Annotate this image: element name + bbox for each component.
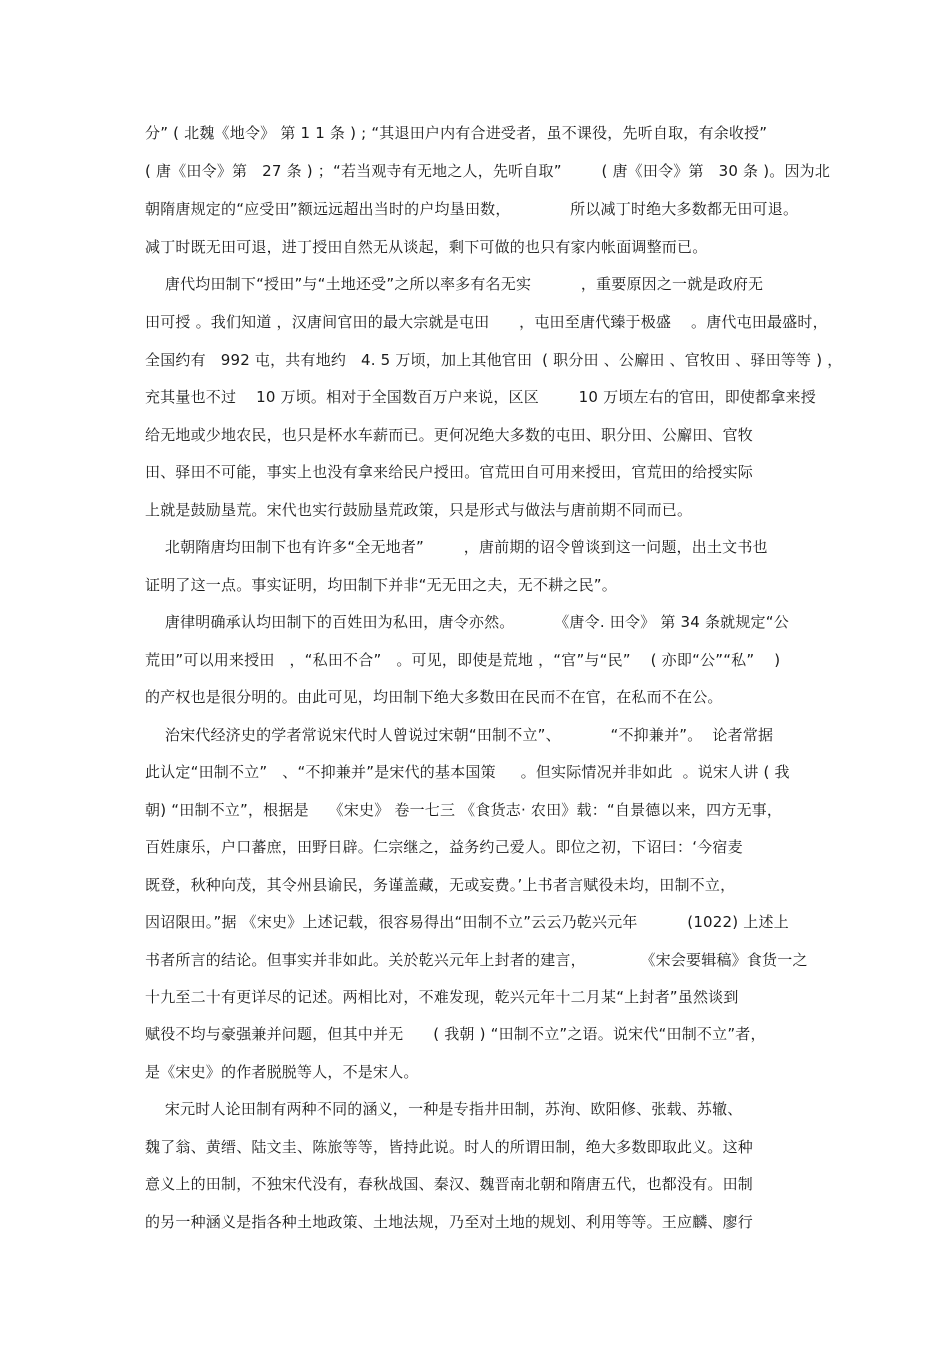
text-line: 分” ( 北魏《地令》 第 1 1 条 ) ; “其退田户内有合进受者，虽不课役，先听自取，有余收授” xyxy=(145,124,768,142)
text-line: 书者所言的结论。但事实并非如此。关於乾兴元年上封者的建言， 《宋会要辑稿》食货一之 xyxy=(145,951,808,969)
text-line: 朝隋唐规定的“应受田”额远远超出当时的户均垦田数， 所以减丁时绝大多数都无田可退。 xyxy=(145,200,799,218)
text-line: 因诏限田。”据 《宋史》上述记载，很容易得出“田制不立”云云乃乾兴元年 (1022) 上述上 xyxy=(145,913,789,931)
text-line: 证明了这一点。事实证明，均田制下并非“无无田之夫，无不耕之民”。 xyxy=(145,576,617,594)
text-line: 唐代均田制下“授田”与“土地还受”之所以率多有名无实 ，重要原因之一就是政府无 xyxy=(145,275,764,293)
text-line: 赋役不均与豪强兼并问题，但其中并无 ( 我朝 ) “田制不立”之语。说宋代“田制不立”者， xyxy=(145,1025,766,1043)
text-line: 意义上的田制，不独宋代没有，春秋战国、秦汉、魏晋南北朝和隋唐五代，也都没有。田制 xyxy=(145,1175,754,1193)
text-line: 田、驿田不可能，事实上也没有拿来给民户授田。官荒田自可用来授田，官荒田的给授实际 xyxy=(145,463,754,481)
text-line: 此认定“田制不立” 、“不抑兼并”是宋代的基本国策 。但实际情况并非如此 。说宋人讲 ( 我 xyxy=(145,763,790,781)
text-line: 减丁时既无田可退，进丁授田自然无从谈起，剩下可做的也只有家内帐面调整而已。 xyxy=(145,238,708,256)
text-line: 全国约有 992 屯，共有地约 4. 5 万顷，加上其他官田 ( 职分田 、公廨田 、官牧田 、驿田等等 ) ， xyxy=(145,351,843,369)
text-line: 田可授 。我们知道 ，汉唐间官田的最大宗就是屯田 ，屯田至唐代臻于极盛 。唐代屯田最盛时， xyxy=(145,313,828,331)
text-line: 充其量也不过 10 万顷。相对于全国数百万户来说，区区 10 万顷左右的官田，即使都拿来授 xyxy=(145,388,816,406)
text-line: 十九至二十有更详尽的记述。两相比对，不难发现，乾兴元年十二月某“上封者”虽然谈到 xyxy=(145,988,739,1006)
text-line: 治宋代经济史的学者常说宋代时人曾说过宋朝“田制不立”、 “不抑兼并”。 论者常据 xyxy=(145,726,774,744)
text-line: 魏了翁、黄缙、陆文圭、陈旅等等，皆持此说。时人的所谓田制，绝大多数即取此义。这种 xyxy=(145,1138,754,1156)
text-line: 的产权也是很分明的。由此可见，均田制下绝大多数田在民而不在官，在私而不在公。 xyxy=(145,688,723,706)
text-line: 既登，秋种向茂，其令州县谕民，务谨盖藏，无或妄费。’上书者言赋役未均，田制不立， xyxy=(145,876,736,894)
text-line: 唐律明确承认均田制下的百姓田为私田，唐令亦然。 《唐令. 田令》 第 34 条就规定“公 xyxy=(145,613,789,631)
text-line: 百姓康乐，户口蕃庶，田野日辟。仁宗继之，益务约己爱人。即位之初，下诏曰：‘今宿麦 xyxy=(145,838,743,856)
text-line: ( 唐《田令》第 27 条 ) ；“若当观寺有无地之人，先听自取” ( 唐《田令》第 30 条 )。因为北 xyxy=(145,162,831,180)
text-line: 荒田”可以用来授田 ，“私田不合” 。可见，即使是荒地 ，“官”与“民” ( 亦即“公”“私” ) xyxy=(145,651,781,669)
text-line: 上就是鼓励垦荒。宋代也实行鼓励垦荒政策，只是形式与做法与唐前期不同而已。 xyxy=(145,501,693,519)
text-line: 朝) “田制不立”，根据是 《宋史》 卷一七三 《食货志· 农田》载：“自景德以来，四方无事， xyxy=(145,801,783,819)
text-line: 北朝隋唐均田制下也有许多“全无地者” ，唐前期的诏令曾谈到这一问题，出土文书也 xyxy=(145,538,768,556)
text-line: 的另一种涵义是指各种土地政策、土地法规，乃至对土地的规划、利用等等。王应麟、廖行 xyxy=(145,1213,754,1231)
text-line: 是《宋史》的作者脱脱等人，不是宋人。 xyxy=(145,1063,419,1081)
text-line: 宋元时人论田制有两种不同的涵义，一种是专指井田制，苏洵、欧阳修、张载、苏辙、 xyxy=(145,1100,743,1118)
text-line: 给无地或少地农民，也只是杯水车薪而已。更何况绝大多数的屯田、职分田、公廨田、官牧 xyxy=(145,426,754,444)
